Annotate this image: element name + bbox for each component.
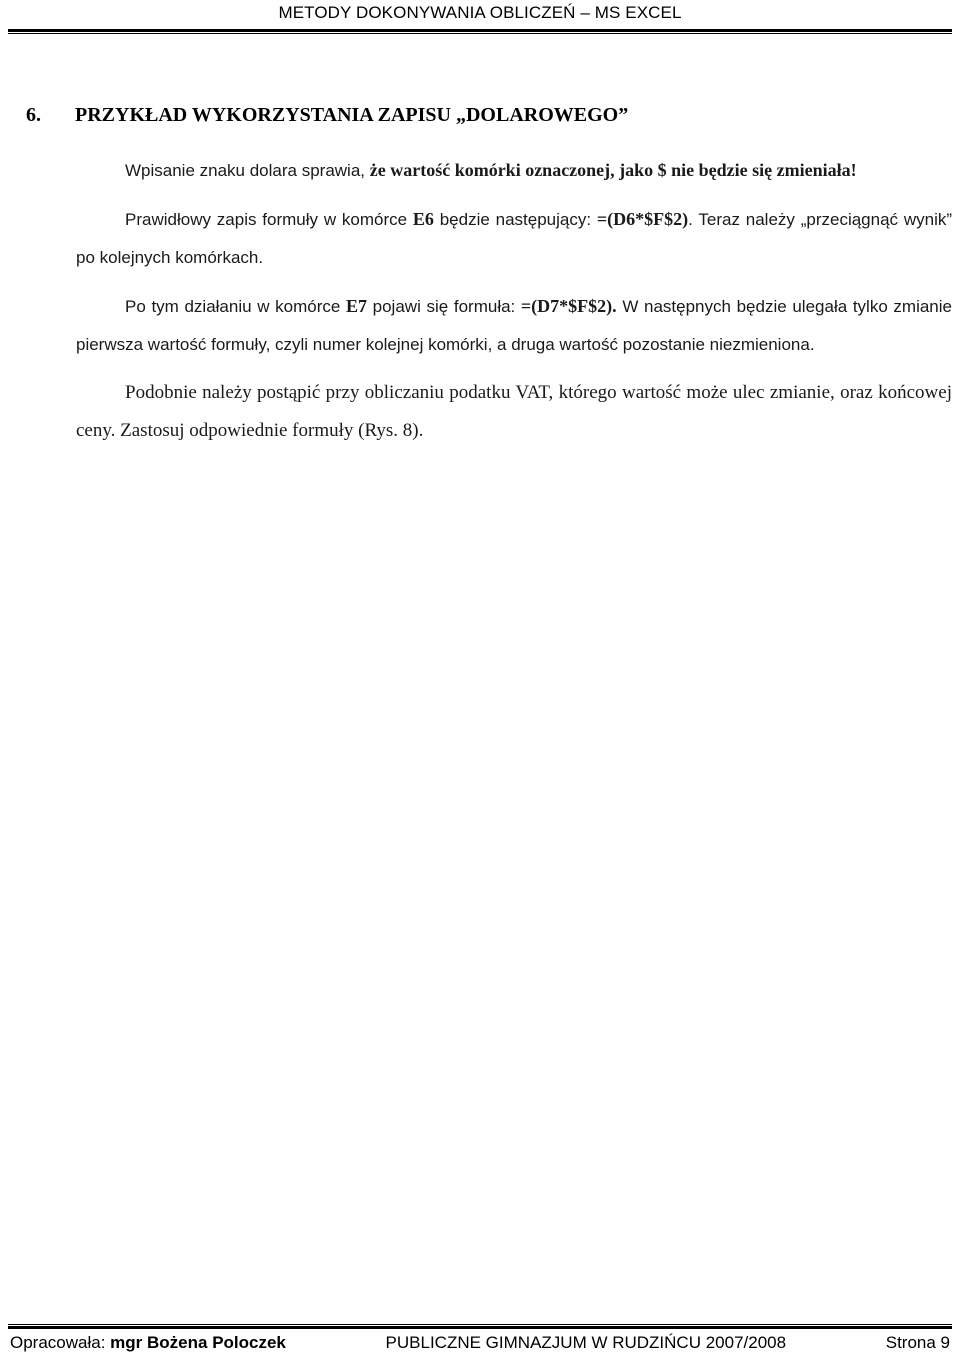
body-content [76, 151, 952, 450]
p3-text-b: pojawi się formuła: [367, 297, 521, 316]
page-header [0, 0, 960, 25]
footer-author [10, 1331, 286, 1355]
paragraph-2 [76, 200, 952, 277]
section-heading [26, 101, 926, 129]
p3-text-a: Po tym działaniu w komórce [125, 297, 346, 316]
page-footer [10, 1331, 950, 1355]
header-divider [8, 29, 952, 34]
p3-formula: =(D7*$F$2). [520, 296, 617, 316]
p2-text-b: będzie następujący: [433, 210, 597, 229]
p4-text: Podobnie należy postąpić przy obliczaniu podatku VAT, którego wartość może ulec zmianie, oraz końcowej ceny. Zastosuj odpowiednie formuły (Rys. 8). [76, 382, 952, 441]
section-number: 6. [26, 104, 41, 126]
p2-text-c: . Teraz należy „przeciągnąć wynik” po kolejnych komórkach. [76, 210, 953, 267]
paragraph-3 [76, 287, 952, 364]
p3-cell-ref: E7 [345, 296, 367, 316]
p2-text-a: Prawidłowy zapis formuły w komórce [125, 210, 413, 229]
footer-author-label: Opracowała: [10, 1333, 111, 1352]
paragraph-4 [76, 374, 952, 450]
p3-text-c: W następnych będzie ulegała tylko zmianie pierwsza wartość formuły, czyli numer kolejnej komórki, a druga wartość pozostanie niezmieniona. [76, 297, 952, 354]
footer-divider [8, 1324, 952, 1329]
p2-formula: =(D6*$F$2) [596, 209, 689, 229]
p2-cell-ref: E6 [412, 209, 434, 229]
p1-text: Wpisanie znaku dolara sprawia, [125, 161, 370, 180]
section-title: PRZYKŁAD WYKORZYSTANIA ZAPISU „DOLAROWEGO” [75, 104, 629, 126]
footer-author-name: mgr Bożena Poloczek [110, 1333, 286, 1352]
p1-emphasis: że wartość komórki oznaczonej, jako $ nie będzie się zmieniała! [369, 160, 857, 180]
footer-page-number: Strona 9 [885, 1333, 950, 1352]
paragraph-1 [76, 151, 952, 190]
footer-school: PUBLICZNE GIMNAZJUM W RUDZIŃCU 2007/2008 [385, 1333, 787, 1352]
header-title: METODY DOKONYWANIA OBLICZEŃ – MS EXCEL [278, 3, 682, 22]
